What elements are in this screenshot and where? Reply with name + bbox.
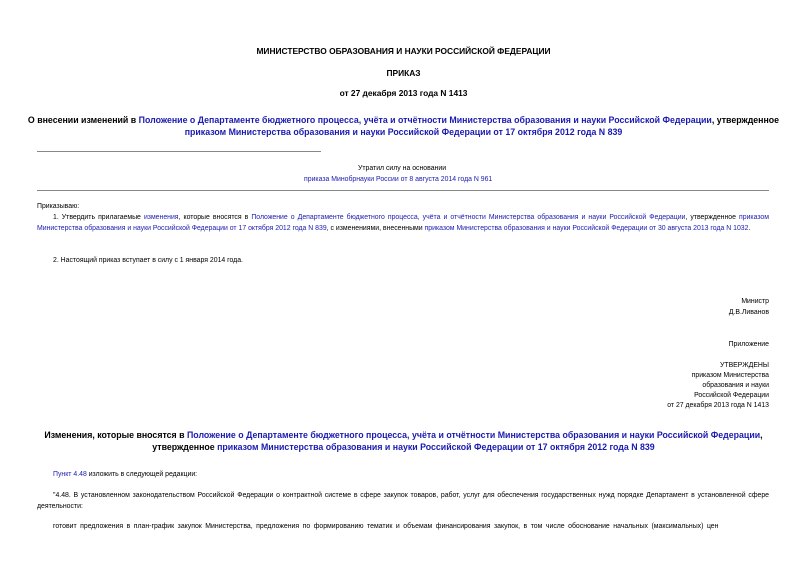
paragraph-2: 2. Настоящий приказ вступает в силу с 1 января 2014 года. <box>53 257 243 264</box>
status-link[interactable]: приказа Минобрнауки России от 8 августа 2014 года N 961 <box>304 176 493 183</box>
p1-text-4: , с изменениями, внесенными <box>326 225 425 232</box>
changes-title-mid: , утвержденное <box>152 430 763 452</box>
changes-title <box>20 430 787 453</box>
p1-link-prikaz839[interactable]: приказом Министерства образования и науки Российской Федерации от 17 октября 2012 года N 839 <box>37 214 769 232</box>
changes-title-link-prikaz839[interactable]: приказом Министерства образования и науки Российской Федерации от 17 октября 2012 года N 839 <box>217 441 655 452</box>
divider-bottom <box>37 190 769 191</box>
changes-item <box>53 469 197 480</box>
changes-title-link-polozhenie[interactable]: Положение о Департаменте бюджетного процесса, учёта и отчётности Министерства образования и науки Российской Федерации <box>186 430 761 440</box>
p1-text-3: , утвержденное <box>685 214 739 221</box>
doc-type: ПРИКАЗ <box>386 68 421 78</box>
divider-top <box>37 151 321 152</box>
changes-item-text: изложить в следующей редакции: <box>86 471 198 478</box>
signature-name: Д.В.Ливанов <box>728 309 769 316</box>
order-word: Приказываю: <box>37 203 80 210</box>
p1-text-1: 1. Утвердить прилагаемые <box>53 214 144 221</box>
changes-item-link[interactable]: Пункт 4.48 <box>53 471 87 478</box>
p1-link-polozhenie[interactable]: Положение о Департаменте бюджетного процесса, учёта и отчётности Министерства образования и науки Российской Федерации <box>251 214 686 221</box>
changes-quote-2: готовит предложения в план-график закупок Министерства, предложения по формированию тематик и объемам финансирования закупок, в том числе обоснование начальных (максимальных) цен <box>53 523 719 530</box>
p1-text-5: . <box>748 225 751 232</box>
appendix-line-4: от 27 декабря 2013 года N 1413 <box>667 402 769 409</box>
paragraph-1 <box>37 212 769 234</box>
p1-text-2: , которые вносятся в <box>178 214 252 221</box>
title-prefix: О внесении изменений в <box>27 115 139 125</box>
p1-link-prikaz1032[interactable]: приказом Министерства образования и науки Российской Федерации от 30 августа 2013 года N 1032 <box>424 225 749 232</box>
changes-quote-1: "4.48. В установленном законодательством Российской Федерации о контрактной системе в сфере закупок товаров, работ, услуг для обеспечения государственных нужд порядке Департамент в установленной сфере деятельности: <box>37 492 769 510</box>
appendix-line-2: образования и науки <box>702 382 769 389</box>
signature-position: Министр <box>741 298 769 305</box>
appendix-approved: УТВЕРЖДЕНЫ <box>720 362 769 369</box>
appendix-line-3: Российской Федерации <box>694 392 769 399</box>
doc-date-number: от 27 декабря 2013 года N 1413 <box>339 88 468 98</box>
changes-title-prefix: Изменения, которые вносятся в <box>44 430 187 440</box>
title-mid: , утвержденное <box>711 115 780 125</box>
title-link-prikaz839[interactable]: приказом Министерства образования и науки Российской Федерации от 17 октября 2012 года N 839 <box>184 126 623 137</box>
title-link-polozhenie[interactable]: Положение о Департаменте бюджетного процесса, учёта и отчётности Министерства образования и науки Российской Федерации <box>138 115 712 125</box>
page-title <box>20 115 787 138</box>
ministry-heading: МИНИСТЕРСТВО ОБРАЗОВАНИЯ И НАУКИ РОССИЙСКОЙ ФЕДЕРАЦИИ <box>256 46 551 56</box>
p1-link-changes[interactable]: изменения <box>143 214 179 221</box>
appendix-line-1: приказом Министерства <box>691 372 769 379</box>
status-text: Утратил силу на основании <box>358 165 447 172</box>
appendix-label: Приложение <box>728 341 769 348</box>
